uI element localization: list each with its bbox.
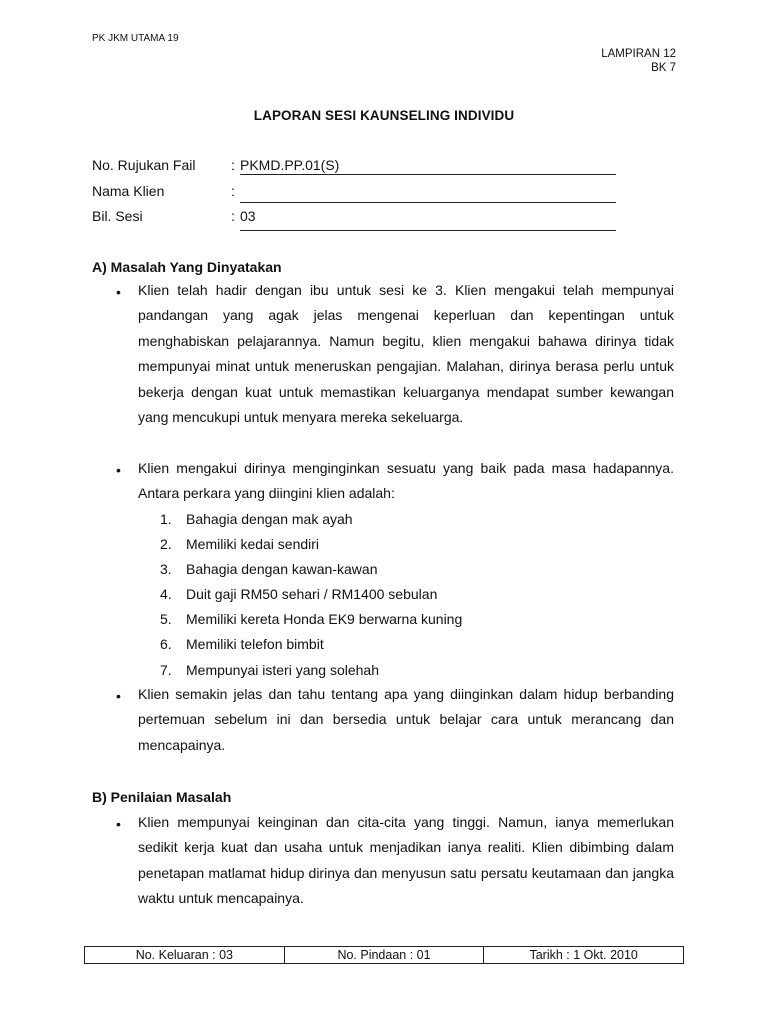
list-item-number: 4. [160, 586, 172, 602]
section-b-heading: B) Penilaian Masalah [92, 789, 232, 805]
client-name-underline [240, 202, 616, 203]
section-a-heading: A) Masalah Yang Dinyatakan [92, 259, 282, 275]
list-item-number: 1. [160, 511, 172, 527]
session-count-value: 03 [240, 208, 256, 224]
list-item-text: Memiliki kereta Honda EK9 berwarna kuning [186, 611, 463, 627]
file-ref-colon: : [231, 157, 235, 173]
list-item-number: 3. [160, 561, 172, 577]
file-ref-underline [240, 174, 616, 175]
list-item-text: Memiliki telefon bimbit [186, 636, 324, 652]
appendix-label: LAMPIRAN 12 [601, 48, 676, 60]
footer-table [84, 946, 684, 964]
issue-number: No. Keluaran : 03 [135, 948, 233, 962]
session-count-colon: : [231, 208, 235, 224]
section-a-bullet-1: Klien telah hadir dengan ibu untuk sesi ke 3. Klien mengakui telah mempunyai pandangan yang agak jelas mengenai keperluan dan kepentingan untuk menghabiskan pelajarannya. Namun begitu, klien mengakui bahawa dirinya tidak mempunyai minat untuk meneruskan pengajian. Malahan, dirinya berasa perlu untuk bekerja dengan kuat untuk memastikan keluarganya mendapat sumber kewangan yang mencukupi untuk menyara mereka sekeluarga. [138, 282, 674, 426]
section-a-bullet-2: Klien mengakui dirinya menginginkan sesuatu yang baik pada masa hadapannya. Antara perkara yang diingini klien adalah: [138, 460, 674, 502]
bullet-glyph: • [116, 816, 121, 832]
section-a-bullet-3: Klien semakin jelas dan tahu tentang apa yang diinginkan dalam hidup berbanding pertemuan sebelum ini dan bersedia untuk belajar cara untuk merancang dan mencapainya. [138, 686, 674, 753]
list-item [160, 561, 377, 577]
list-item-text: Memiliki kedai sendiri [186, 536, 320, 552]
list-item-text: Mempunyai isteri yang solehah [186, 662, 379, 678]
document-code: PK JKM UTAMA 19 [92, 33, 179, 44]
client-name-label: Nama Klien [92, 183, 165, 199]
bullet-glyph: • [116, 688, 121, 704]
issue-date: Tarikh : 1 Okt. 2010 [483, 947, 683, 963]
list-item [160, 662, 379, 678]
session-count-underline [240, 230, 616, 231]
file-ref-value: PKMD.PP.01(S) [240, 157, 340, 173]
list-item-text: Bahagia dengan kawan-kawan [186, 561, 378, 577]
list-item-number: 5. [160, 611, 172, 627]
appendix-block [560, 47, 676, 75]
list-item [160, 611, 462, 627]
list-item [160, 536, 319, 552]
list-item [160, 636, 324, 652]
list-item-number: 6. [160, 636, 172, 652]
section-b-bullet-1: Klien mempunyai keinginan dan cita-cita yang tinggi. Namun, ianya memerlukan sedikit kerja kuat dan usaha untuk menjadikan ianya realiti. Klien dibimbing dalam penetapan matlamat hidup dirinya dan menyusun satu persatu keutamaan dan jangka waktu untuk mencapainya. [138, 814, 674, 907]
bullet-glyph: • [116, 284, 121, 300]
list-item-number: 7. [160, 662, 172, 678]
list-item-number: 2. [160, 536, 172, 552]
list-item [160, 586, 437, 602]
list-item-text: Bahagia dengan mak ayah [186, 511, 353, 527]
file-ref-label: No. Rujukan Fail [92, 157, 196, 173]
client-name-colon: : [231, 183, 235, 199]
amendment-number: No. Pindaan : 01 [284, 947, 484, 963]
session-count-label: Bil. Sesi [92, 208, 143, 224]
list-item [160, 511, 353, 527]
page-title: LAPORAN SESI KAUNSELING INDIVIDU [253, 108, 515, 123]
list-item-text: Duit gaji RM50 sehari / RM1400 sebulan [186, 586, 438, 602]
bk-label: BK 7 [651, 62, 676, 74]
bullet-glyph: • [116, 462, 121, 478]
